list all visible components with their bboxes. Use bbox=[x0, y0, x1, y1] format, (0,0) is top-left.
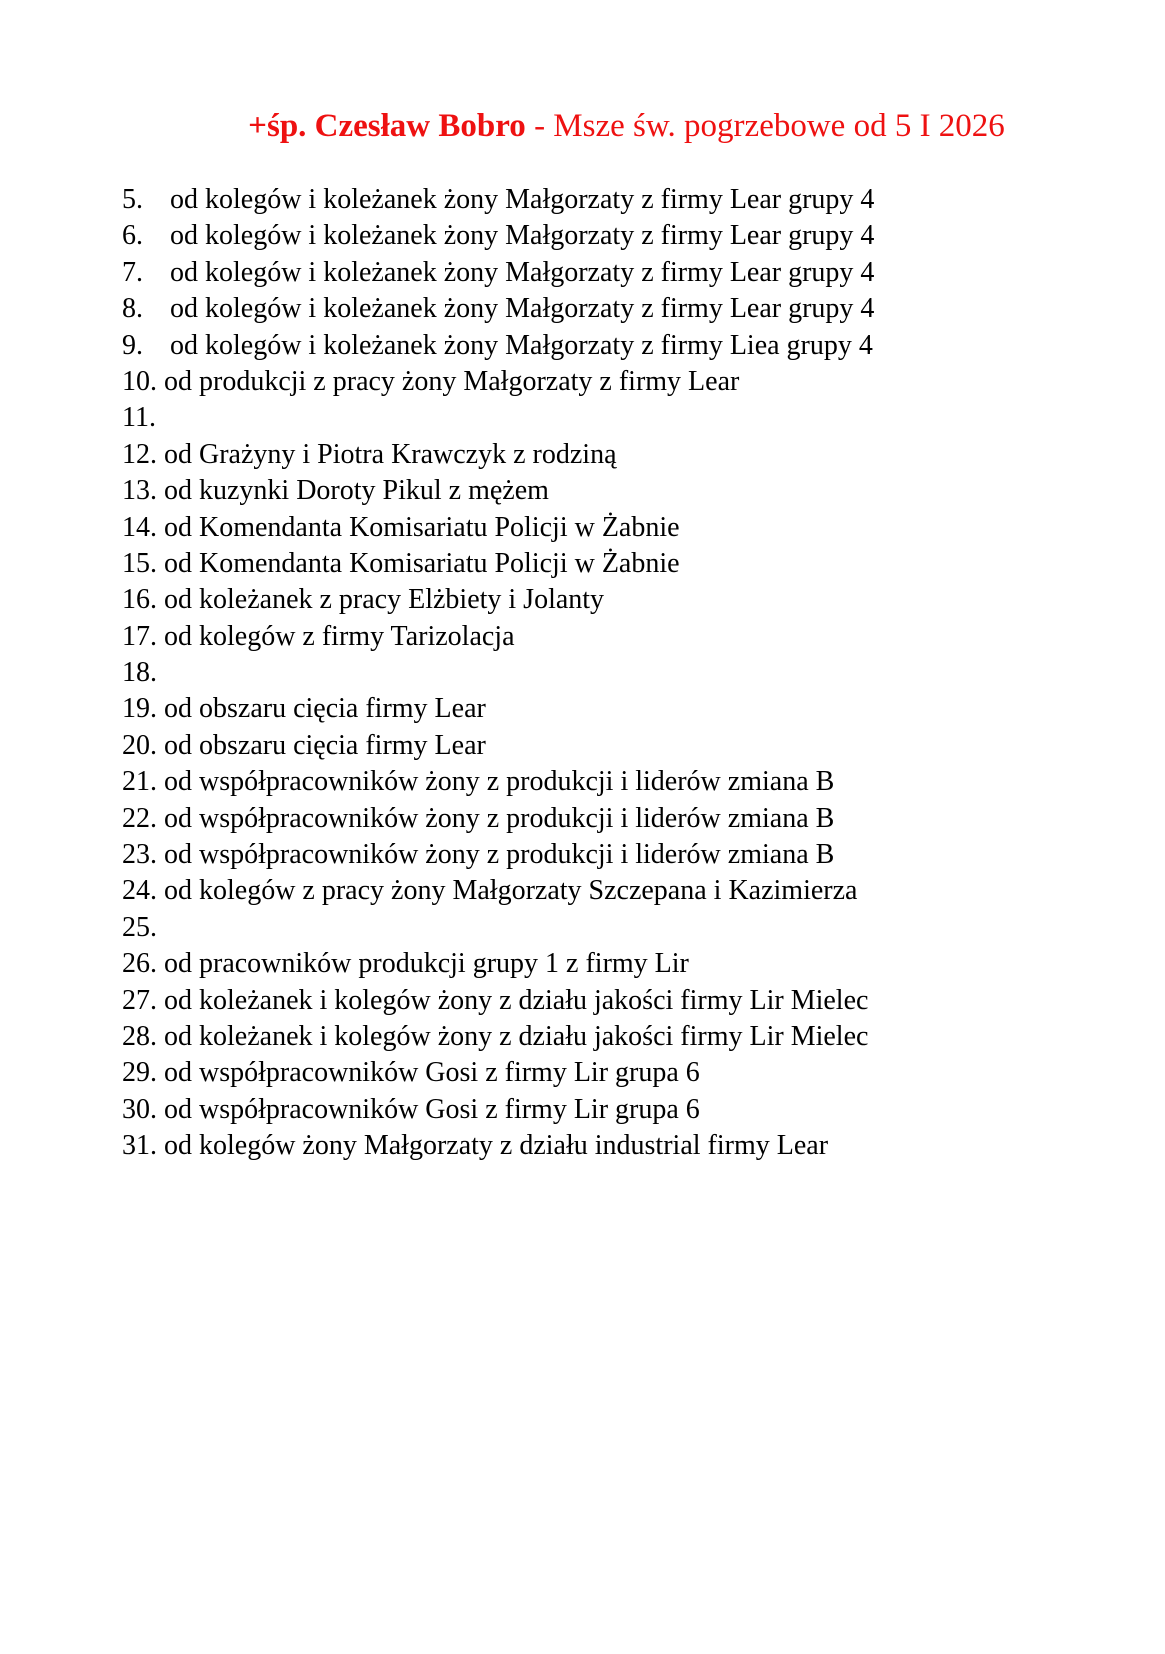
item-number: 7. bbox=[122, 256, 143, 288]
item-text: od kolegów i koleżanek żony Małgorzaty z firmy Lear grupy 4 bbox=[170, 220, 875, 252]
item-text: od Komendanta Komisariatu Policji w Żabnie bbox=[164, 547, 680, 579]
mass-intention-item bbox=[122, 328, 874, 364]
item-number: 11. bbox=[122, 402, 156, 434]
item-text: od koleżanek i kolegów żony z działu jakości firmy Lir Mielec bbox=[164, 1020, 869, 1052]
item-number: 31. bbox=[122, 1130, 157, 1162]
item-text: od pracowników produkcji grupy 1 z firmy Lir bbox=[164, 948, 689, 980]
item-number: 16. bbox=[122, 584, 157, 616]
item-text: od współpracowników żony z produkcji i liderów zmiana B bbox=[164, 766, 835, 798]
mass-intention-item bbox=[122, 546, 874, 582]
item-number: 6. bbox=[122, 220, 143, 252]
item-text: od współpracowników żony z produkcji i liderów zmiana B bbox=[164, 802, 835, 834]
item-text: od Komendanta Komisariatu Policji w Żabnie bbox=[164, 511, 680, 543]
item-text: od obszaru cięcia firmy Lear bbox=[164, 729, 486, 761]
mass-intention-item bbox=[122, 582, 874, 618]
page-title bbox=[0, 104, 1165, 148]
item-text: od kolegów i koleżanek żony Małgorzaty z firmy Lear grupy 4 bbox=[170, 293, 875, 325]
mass-intention-item bbox=[122, 510, 874, 546]
mass-intention-item bbox=[122, 182, 874, 218]
item-text: od kuzynki Doroty Pikul z mężem bbox=[164, 475, 549, 507]
item-text: od obszaru cięcia firmy Lear bbox=[164, 693, 486, 725]
item-text: od koleżanek z pracy Elżbiety i Jolanty bbox=[164, 584, 605, 616]
item-number: 29. bbox=[122, 1057, 157, 1089]
mass-intention-item bbox=[122, 728, 874, 764]
item-number: 9. bbox=[122, 329, 143, 361]
item-text: od współpracowników Gosi z firmy Lir grupa 6 bbox=[164, 1057, 700, 1089]
mass-intentions-list bbox=[122, 182, 874, 1165]
item-text: od współpracowników żony z produkcji i liderów zmiana B bbox=[164, 839, 835, 871]
mass-intention-item bbox=[122, 837, 874, 873]
mass-intention-item bbox=[122, 873, 874, 909]
deceased-name: +śp. Czesław Bobro bbox=[248, 108, 526, 144]
mass-intention-item bbox=[122, 1128, 874, 1164]
item-number: 10. bbox=[122, 365, 157, 397]
mass-intention-item bbox=[122, 983, 874, 1019]
mass-intention-item bbox=[122, 218, 874, 254]
item-text: od kolegów z firmy Tarizolacja bbox=[164, 620, 515, 652]
item-number: 17. bbox=[122, 620, 157, 652]
item-number: 30. bbox=[122, 1093, 157, 1125]
item-text: od kolegów i koleżanek żony Małgorzaty z firmy Liea grupy 4 bbox=[170, 329, 873, 361]
mass-intention-item bbox=[122, 619, 874, 655]
mass-intention-item bbox=[122, 1055, 874, 1091]
item-text: od koleżanek i kolegów żony z działu jakości firmy Lir Mielec bbox=[164, 984, 869, 1016]
item-text: od współpracowników Gosi z firmy Lir grupa 6 bbox=[164, 1093, 700, 1125]
item-number: 15. bbox=[122, 547, 157, 579]
mass-intention-item bbox=[122, 764, 874, 800]
item-number: 20. bbox=[122, 729, 157, 761]
item-number: 18. bbox=[122, 657, 157, 689]
mass-intention-item bbox=[122, 473, 874, 509]
item-number: 23. bbox=[122, 839, 157, 871]
mass-intention-item bbox=[122, 691, 874, 727]
mass-intention-item bbox=[122, 910, 874, 946]
item-number: 5. bbox=[122, 184, 143, 215]
item-number: 27. bbox=[122, 984, 157, 1016]
mass-intention-item bbox=[122, 400, 874, 436]
item-text: od produkcji z pracy żony Małgorzaty z firmy Lear bbox=[164, 365, 740, 397]
item-number: 14. bbox=[122, 511, 157, 543]
mass-intention-item bbox=[122, 655, 874, 691]
mass-intention-item bbox=[122, 364, 874, 400]
mass-intention-item bbox=[122, 1019, 874, 1055]
item-number: 13. bbox=[122, 475, 157, 507]
item-text: od kolegów i koleżanek żony Małgorzaty z firmy Lear grupy 4 bbox=[170, 184, 875, 215]
mass-intention-item bbox=[122, 437, 874, 473]
item-text: od kolegów z pracy żony Małgorzaty Szczepana i Kazimierza bbox=[164, 875, 858, 907]
item-number: 24. bbox=[122, 875, 157, 907]
item-number: 28. bbox=[122, 1020, 157, 1052]
mass-intention-item bbox=[122, 291, 874, 327]
item-number: 19. bbox=[122, 693, 157, 725]
item-number: 8. bbox=[122, 293, 143, 325]
item-number: 12. bbox=[122, 438, 157, 470]
item-number: 26. bbox=[122, 948, 157, 980]
mass-intention-item bbox=[122, 946, 874, 982]
item-number: 25. bbox=[122, 911, 157, 943]
item-text: od kolegów żony Małgorzaty z działu industrial firmy Lear bbox=[164, 1130, 829, 1162]
mass-intention-item bbox=[122, 1092, 874, 1128]
item-text: od Grażyny i Piotra Krawczyk z rodziną bbox=[164, 438, 617, 470]
item-text: od kolegów i koleżanek żony Małgorzaty z firmy Lear grupy 4 bbox=[170, 256, 875, 288]
title-subtitle: - Msze św. pogrzebowe od 5 I 2026 bbox=[525, 108, 1005, 144]
mass-intention-item bbox=[122, 255, 874, 291]
item-number: 22. bbox=[122, 802, 157, 834]
mass-intention-item bbox=[122, 801, 874, 837]
item-number: 21. bbox=[122, 766, 157, 798]
